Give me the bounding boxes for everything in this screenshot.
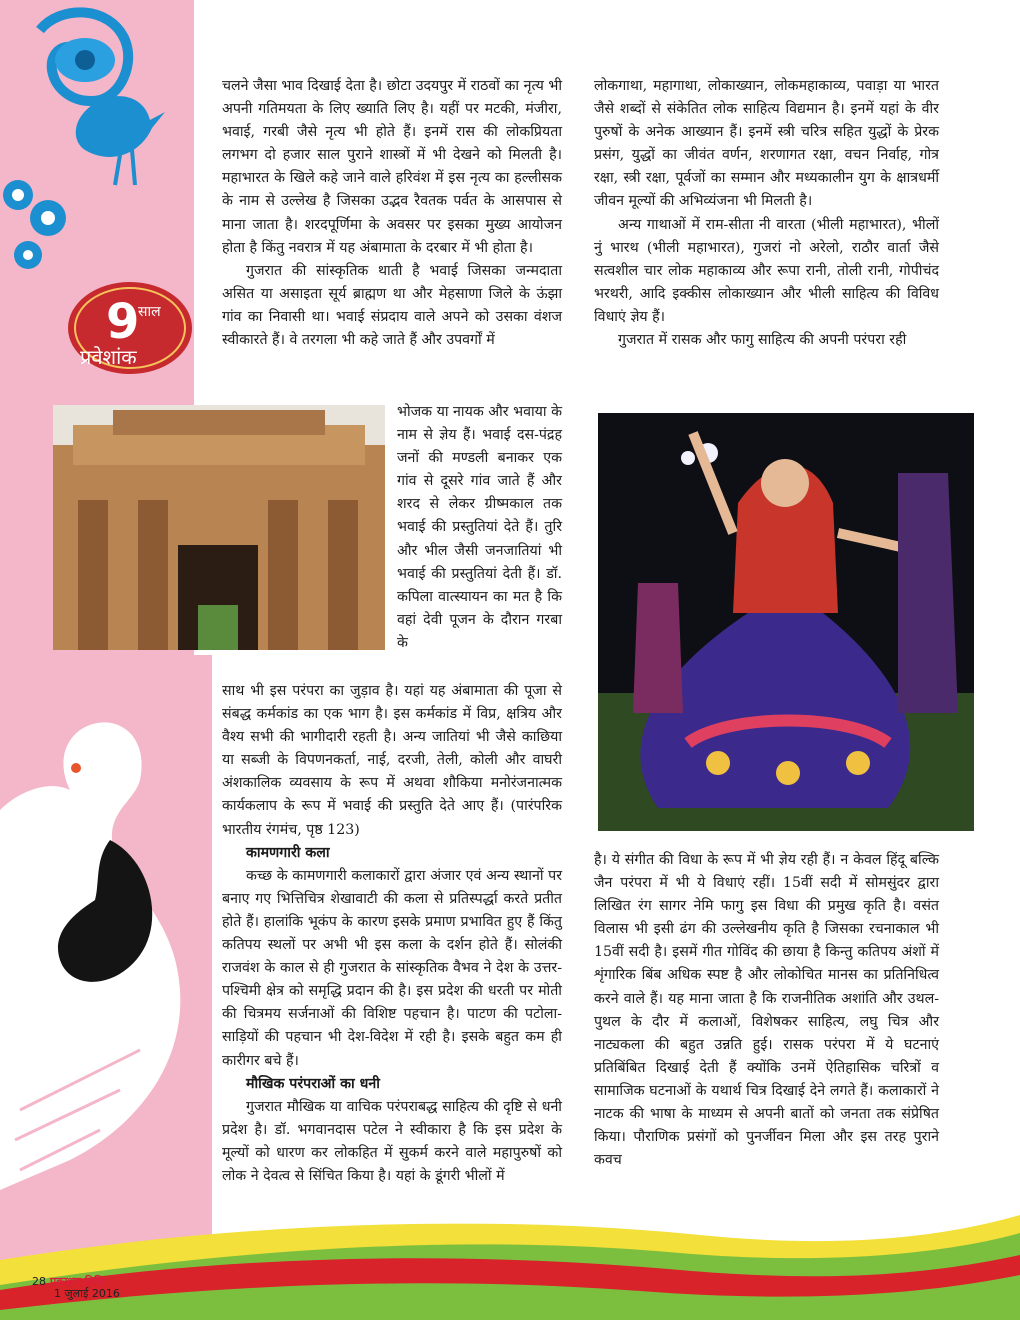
- peacock-decoration-icon: [0, 0, 194, 280]
- anniversary-badge: [66, 278, 194, 378]
- column-2-bottom: [594, 849, 939, 1172]
- temple-photo: [53, 405, 385, 650]
- section-heading: कामणगारी कला: [246, 844, 330, 861]
- paragraph: भोजक या नायक और भवाया के नाम से ज्ञेय हैं। भवाई दस-पंद्रह जनों की मण्डली बनाकर एक गांव से दूसरे गांव जाते हैं और शरद से लेकर ग्रीष्मकाल तक भवाई की प्रस्तुतियां देते हैं। तुरि और भील जैसी जनजातियां भी भवाई की प्रस्तुतियां देती हैं। डॉ. कपिला वात्स्यायन का मत है कि वहां देवी पूजन के दौरान गरबा के: [397, 404, 562, 651]
- column-1-bottom: [222, 680, 562, 1188]
- white-peacock-icon: [0, 690, 212, 1250]
- paragraph: है। ये संगीत की विधा के रूप में भी ज्ञेय रही हैं। न केवल हिंदू बल्कि जैन परंपरा में भी ये विधाएं रहीं। 15वीं सदी में सोमसुंदर द्वारा लिखित रंग सागर नेमि फागु इस विधा की प्रमुख कृति है। वसंत विलास भी इसी ढंग की उल्लेखनीय कृति है जिसका रचनाकाल भी 15वीं सदी है। इसमें गीत गोविंद की छाया है किन्तु कतिपय अंशों में शृंगारिक बिंब अधिक स्पष्ट है और लोकोचित मानस का प्रतिनिधित्व करने वाले हैं। यह माना जाता है कि राजनीतिक अशांति और उथल-पुथल के दौर में कलाओं, विशेषकर साहित्य, लघु चित्र और नाट्यकला की बहुत उन्नति हुई। रासक परंपरा में ये घटनाएं प्रतिबिंबित दिखाई देती हैं क्योंकि उनमें ऐतिहासिक चरित्रों व सामाजिक घटनाओं के यथार्थ चित्र दिखाई देने लगते हैं। कलाकारों ने नाटक की भाषा के माध्यम से अपनी बातों को जनता तक संप्रेषित किया। पौराणिक प्रसंगों को पुनर्जीवन मिला और इस तरह पुराने कवच: [594, 852, 939, 1169]
- column-2-top: [594, 75, 939, 352]
- paragraph: गुजरात में रासक और फागु साहित्य की अपनी परंपरा रही: [618, 332, 907, 349]
- section-heading: मौखिक परंपराओं का धनी: [246, 1075, 380, 1092]
- magazine-name: प्रकाशन तिथि: [50, 1275, 104, 1288]
- paragraph: साथ भी इस परंपरा का जुड़ाव है। यहां यह अंबामाता की पूजा से संबद्ध कर्मकांड का एक भाग है। इस कर्मकांड में विप्र, क्षत्रिय और वैश्य सभी की भागीदारी रहती है। अन्य जातियां भी जैसे काछिया या सब्जी के विपणनकर्ता, नाई, दरजी, तेली, कोली और वाघरी अंशकालिक व्यवसाय के रूप में अथवा शौकिया मनोरंजनात्मक कार्यकलाप के रूप में भवाई की प्रस्तुति देते आए हैं। (पारंपरिक भारतीय रंगमंच, पृष्ठ 123): [222, 683, 562, 838]
- badge-word-main: प्रवेशांक: [80, 345, 137, 369]
- column-1-top: [222, 75, 562, 352]
- paragraph: अन्य गाथाओं में राम-सीता नी वारता (भीली महाभारत), भीलों नुं भारथ (भीली महाभारत), गुजरां नो अरेलो, राठौर वार्ता जैसे सत्वशील चार लोक महाकाव्य और रूपा रानी, तोली रानी, गोपीचंद भरथरी, आदि इक्कीस लोकाख्यान और भीली साहित्य की विविध विधाएं ज्ञेय हैं।: [594, 216, 939, 325]
- issue-date: 1 जुलाई 2016: [54, 1287, 120, 1300]
- garba-dancer-photo: [598, 413, 974, 831]
- paragraph: गुजरात की सांस्कृतिक थाती है भवाई जिसका जन्मदाता असित या असाइता सूर्य ब्राह्मण था और मेहसाणा जिले के ऊंझा गांव का निवासी था। भवाई संप्रदाय वाले अपने को उसका वंशज स्वीकारते हैं। वे तरगला भी कहे जाते हैं और उपवर्गों में: [222, 262, 562, 349]
- paragraph: लोकगाथा, महागाथा, लोकाख्यान, लोकमहाकाव्य, पवाड़ा या भारत जैसे शब्दों से संकेतित लोक साहित्य विद्यमान है। इनमें यहां के वीर पुरुषों के अनेक आख्यान हैं। इनमें स्त्री चरित्र सहित युद्धों के प्रेरक प्रसंग, युद्धों का जीवंत वर्णन, शरणागत रक्षा, वचन निर्वाह, गोत्र रक्षा, स्त्री रक्षा, पूर्वजों का सम्मान और मध्यकालीन युग के क्षात्रधर्मी जीवन मूल्यों की अभिव्यंजना भी मिलती है।: [594, 78, 939, 210]
- page-footer: [32, 1276, 120, 1300]
- paragraph: चलने जैसा भाव दिखाई देता है। छोटा उदयपुर में राठवों का नृत्य भी अपनी गतिमयता के लिए ख्याति लिए है। यहीं पर मटकी, मंजीरा, भवाई, गरबी जैसे नृत्य भी होते हैं। इनमें रास की लोकप्रियता लगभग दो हजार साल पुराने शास्त्रों में भी देखने को मिलती है। महाभारत के खिले कहे जाने वाले हरिवंश में इस नृत्य का हल्लीसक के नाम से उल्लेख है जिसका उद्भव रैवतक पर्वत के आसपास से माना जाता है। शरदपूर्णिमा के अवसर पर इसका मुख्य आयोजन होता है किंतु नवरात्र में यह अंबामाता के दरबार में भी होता है।: [222, 78, 562, 256]
- footer-wave-decoration: [0, 1215, 1020, 1320]
- paragraph: कच्छ के कामणगारी कलाकारों द्वारा अंजार एवं अन्य स्थानों पर बनाए गए भित्तिचित्र शेखावाटी की कला से प्रतिस्पर्द्धा करते प्रतीत होते हैं। हालांकि भूकंप के कारण इसके प्रमाण प्रभावित हुए हैं किंतु कतिपय स्थलों पर अभी भी इस कला के दर्शन होते हैं। सोलंकी राजवंश के काल से ही गुजरात के सांस्कृतिक वैभव ने देश के उत्तर-पश्चिमी क्षेत्र को समृद्धि प्रदान की है। इस प्रदेश की धरती पर मोती की चित्रमय सर्जनाओं की विशिष्ट पहचान है। पाटण की पटोला-साड़ियों की पहचान भी देश-विदेश में रही है। इसके बहुत कम ही कारीगर बचे हैं।: [222, 867, 562, 1069]
- badge-number: 9: [106, 294, 140, 350]
- paragraph: गुजरात मौखिक या वाचिक परंपराबद्ध साहित्य की दृष्टि से धनी प्रदेश है। डॉ. भगवानदास पटेल ने स्वीकारा है कि इस प्रदेश के मूल्यों को धारण कर लोकहित में सुकर्म करने वाले महापुरुषों को लोक ने देवत्व से सिंचित किया है। यहां के डूंगरी भीलों में: [222, 1098, 562, 1184]
- badge-word-top: साल: [138, 304, 161, 320]
- column-1-beside-photo: [397, 401, 562, 655]
- page-number: 28: [32, 1275, 46, 1288]
